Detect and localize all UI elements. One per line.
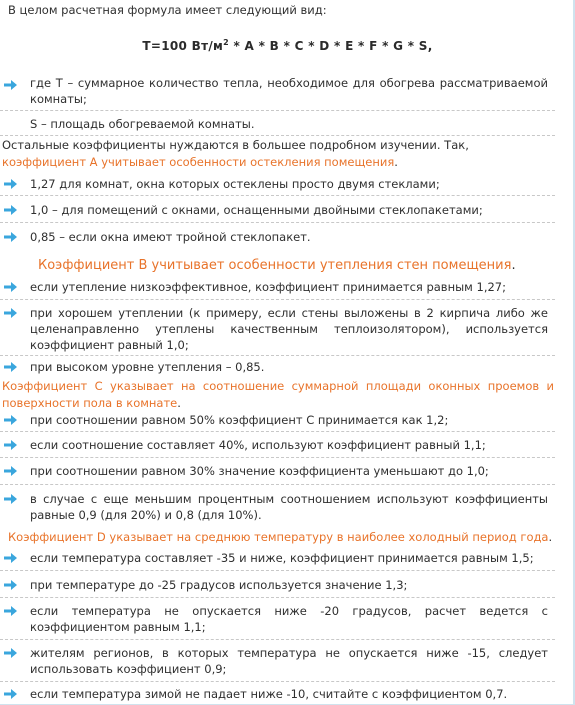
list-d-text: если температура не опускается ниже -20 градусов, расчет ведется с коэффициентом равным 1,1; xyxy=(30,604,548,634)
list-a-text: 1,27 для комнат, окна которых остеклены просто двумя стеклами; xyxy=(30,177,440,191)
formula xyxy=(0,38,575,53)
separator xyxy=(0,639,555,640)
para-c-end: . xyxy=(177,395,181,410)
arrow-right-icon xyxy=(4,689,17,699)
list-d-text: при температуре до -25 градусов используется значение 1,3; xyxy=(30,578,408,592)
separator xyxy=(0,299,555,300)
separator xyxy=(0,681,555,682)
list-b-text: при высоком уровне утепления – 0,85. xyxy=(30,360,265,374)
list-c-text: при соотношении равном 30% значение коэффициента уменьшают до 1,0; xyxy=(30,464,489,478)
arrow-right-icon xyxy=(4,362,17,372)
list-a-text: 1,0 – для помещений с окнами, оснащенными двойными стеклопакетами; xyxy=(30,203,483,217)
list-d-text: жителям регионов, в которых температура не опускается ниже -15, следует использовать коэффициент 0,9; xyxy=(30,646,548,676)
arrow-right-icon xyxy=(4,553,17,563)
arrow-right-icon xyxy=(4,466,17,476)
list-d-text: если температура составляет -35 и ниже, коэффициент принимается равным 1,5; xyxy=(30,551,534,565)
para-a-end: . xyxy=(394,154,398,169)
paragraph-coefficient-c xyxy=(2,378,554,411)
separator xyxy=(0,110,555,111)
def-text: S – площадь обогреваемой комнаты. xyxy=(30,117,255,131)
separator xyxy=(0,484,555,485)
arrow-right-icon xyxy=(4,179,17,189)
formula-rest: * A * B * C * D * E * F * G * S, xyxy=(229,39,433,53)
arrow-right-icon xyxy=(4,232,17,242)
heading-d-text: Коэффициент D указывает на среднюю температуру в наиболее холодный период года xyxy=(8,530,549,544)
arrow-right-icon xyxy=(4,494,17,504)
arrow-right-icon xyxy=(4,606,17,616)
def-text: где T – суммарное количество тепла, необходимое для обогрева рассматриваемой комнаты; xyxy=(30,76,548,106)
list-c-text: при соотношении равном 50% коэффициент С принимается как 1,2; xyxy=(30,413,449,427)
para-c-text: Коэффициент С указывает на соотношение суммарной площади оконных проемов и поверхности пола в комнате xyxy=(2,379,554,410)
list-b-text: при хорошем утеплении (к примеру, если стены выложены в 2 кирпича либо же целенаправленно утеплены качественным теплоизолятором), используется коэффициент равный 1,0; xyxy=(30,306,548,352)
arrow-right-icon xyxy=(4,282,17,292)
separator xyxy=(0,597,555,598)
formula-exponent: 2 xyxy=(223,38,230,47)
list-c-text: в случае с еще меньшим процентным соотношением используют коэффициенты равные 0,9 (для 20%) и 0,8 (для 10%). xyxy=(30,492,548,522)
separator xyxy=(0,135,555,136)
heading-coefficient-b xyxy=(38,258,516,273)
separator xyxy=(0,570,555,571)
heading-b-text: Коэффициент В учитывает особенности утепления стен помещения xyxy=(38,258,512,273)
arrow-right-icon xyxy=(4,580,17,590)
formula-left: T=100 Вт/м xyxy=(142,39,224,53)
heading-b-end: . xyxy=(511,258,516,273)
arrow-right-icon xyxy=(4,205,17,215)
separator xyxy=(0,355,555,356)
para-a-highlight: коэффициент А учитывает особенности остекления помещения xyxy=(2,154,395,169)
arrow-right-icon xyxy=(4,80,17,90)
list-b-text: если утепление низкоэффективное, коэффициент принимается равным 1,27; xyxy=(30,280,506,294)
arrow-right-icon xyxy=(4,415,17,425)
intro-text: В целом расчетная формула имеет следующий вид: xyxy=(8,3,327,17)
arrow-right-icon xyxy=(4,648,17,658)
arrow-right-icon xyxy=(4,308,17,318)
list-d-text: если температура зимой не падает ниже -10, считайте с коэффициентом 0,7. xyxy=(30,687,508,701)
separator xyxy=(0,457,555,458)
heading-coefficient-d xyxy=(8,529,558,546)
arrow-right-icon xyxy=(4,440,17,450)
list-c-text: если соотношение составляет 40%, используют коэффициент равный 1,1; xyxy=(30,438,486,452)
paragraph-coefficient-a xyxy=(2,137,554,170)
separator xyxy=(0,431,555,432)
para-a-text: Остальные коэффициенты нуждаются в большее подробном изучении. Так, xyxy=(2,138,469,152)
separator xyxy=(0,195,555,196)
list-a-text: 0,85 – если окна имеют тройной стеклопакет. xyxy=(30,230,311,244)
heading-d-end: . xyxy=(548,530,553,544)
separator xyxy=(0,222,555,223)
